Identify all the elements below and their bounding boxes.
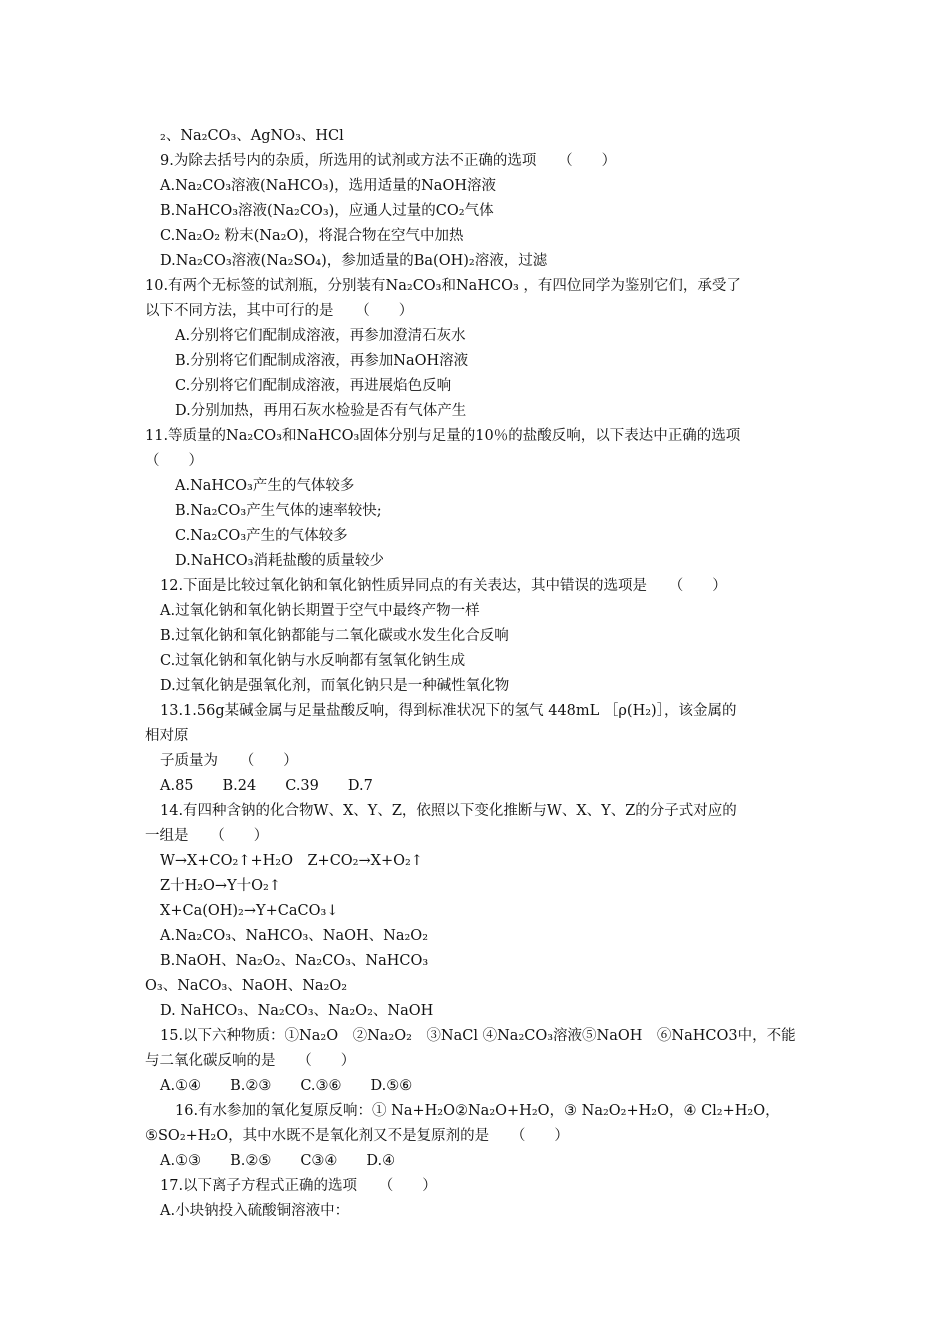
question-10-cont: 以下不同方法，其中可行的是 （ ） — [145, 303, 414, 319]
option-c: C.分别将它们配制成溶液，再进展焰色反响 — [175, 378, 452, 394]
option-c: C.Na₂O₂ 粉末(Na₂O)，将混合物在空气中加热 — [160, 228, 464, 244]
option-c: O₃、NaCO₃、NaOH、Na₂O₂ — [145, 978, 348, 994]
option-b: B.过氧化钠和氧化钠都能与二氧化碳或水发生化合反响 — [160, 628, 509, 644]
question-15: 15.以下六种物质：①Na₂O ②Na₂O₂ ③NaCl ④Na₂CO₃溶液⑤NaOH ⑥NaHCO3中，不能 — [160, 1028, 796, 1044]
option-a: A.过氧化钠和氧化钠长期置于空气中最终产物一样 — [160, 603, 480, 619]
question-12: 12.下面是比较过氧化钠和氧化钠性质异同点的有关表达，其中错误的选项是 （ ） — [160, 578, 727, 594]
reaction-line: W→X+CO₂↑+H₂O Z+CO₂→X+O₂↑ — [160, 853, 423, 869]
question-11: 11.等质量的Na₂CO₃和NaHCO₃固体分别与足量的10％的盐酸反响，以下表达中正确的选项 — [145, 428, 741, 444]
question-17: 17.以下离子方程式正确的选项 （ ） — [160, 1178, 437, 1194]
option-c: C.Na₂CO₃产生的气体较多 — [175, 528, 348, 544]
option-a: A.NaHCO₃产生的气体较多 — [175, 478, 355, 494]
option-b: B.NaHCO₃溶液(Na₂CO₃)，应通人过量的CO₂气体 — [160, 203, 494, 219]
option-d: D.分别加热，再用石灰水检验是否有气体产生 — [175, 403, 467, 419]
question-15-cont: 与二氧化碳反响的是 （ ） — [145, 1053, 356, 1069]
option-a: A.分别将它们配制成溶液，再参加澄清石灰水 — [175, 328, 466, 344]
option-d: D.Na₂CO₃溶液(Na₂SO₄)，参加适量的Ba(OH)₂溶液，过滤 — [160, 253, 548, 269]
option-d: D. NaHCO₃、Na₂CO₃、Na₂O₂、NaOH — [160, 1003, 434, 1019]
option-a: A.Na₂CO₃溶液(NaHCO₃)，选用适量的NaOH溶液 — [160, 178, 496, 194]
question-14: 14.有四种含钠的化合物W、X、Y、Z，依照以下变化推断与W、X、Y、Z的分子式对应的 — [160, 803, 737, 819]
question-9: 9.为除去括号内的杂质，所选用的试剂或方法不正确的选项 （ ） — [160, 153, 617, 169]
question-13-cont: 相对原 — [145, 728, 189, 744]
option-d: D.过氧化钠是强氧化剂，而氧化钠只是一种碱性氧化物 — [160, 678, 510, 694]
options-row: A.①④ B.②③ C.③⑥ D.⑤⑥ — [160, 1078, 413, 1094]
question-10: 10.有两个无标签的试剂瓶，分别装有Na₂CO₃和NaHCO₃ ，有四位同学为鉴别它们，承受了 — [145, 278, 741, 294]
question-16-cont: ⑤SO₂+H₂O，其中水既不是氧化剂又不是复原剂的是 （ ） — [145, 1128, 569, 1144]
options-row: A.①③ B.②⑤ C③④ D.④ — [160, 1153, 396, 1169]
question-11-cont: （ ） — [145, 453, 203, 469]
question-13-cont: 子质量为 （ ） — [160, 753, 298, 769]
question-16: 16.有水参加的氧化复原反响：① Na+H₂O②Na₂O+H₂O，③ Na₂O₂+H₂O，④ Cl₂+H₂O， — [175, 1103, 780, 1119]
text-line: ₂、Na₂CO₃、AgNO₃、HCl — [160, 128, 344, 144]
option-a: A.Na₂CO₃、NaHCO₃、NaOH、Na₂O₂ — [160, 928, 429, 944]
reaction-line: Z十H₂O→Y十O₂↑ — [160, 878, 281, 894]
option-d: D.NaHCO₃消耗盐酸的质量较少 — [175, 553, 384, 569]
option-b: B.NaOH、Na₂O₂、Na₂CO₃、NaHCO₃ — [160, 953, 429, 969]
option-a: A.小块钠投入硫酸铜溶液中： — [160, 1203, 350, 1219]
question-14-cont: 一组是 （ ） — [145, 828, 269, 844]
option-b: B.Na₂CO₃产生气体的速率较快; — [175, 503, 382, 519]
reaction-line: X+Ca(OH)₂→Y+CaCO₃↓ — [160, 903, 339, 919]
option-b: B.分别将它们配制成溶液，再参加NaOH溶液 — [175, 353, 469, 369]
option-c: C.过氧化钠和氧化钠与水反响都有氢氧化钠生成 — [160, 653, 466, 669]
question-13: 13.1.56g某碱金属与足量盐酸反响，得到标准状况下的氢气 448mL ［ρ(H₂)］，该金属的 — [160, 703, 737, 719]
options-row: A.85 B.24 C.39 D.7 — [160, 778, 373, 794]
